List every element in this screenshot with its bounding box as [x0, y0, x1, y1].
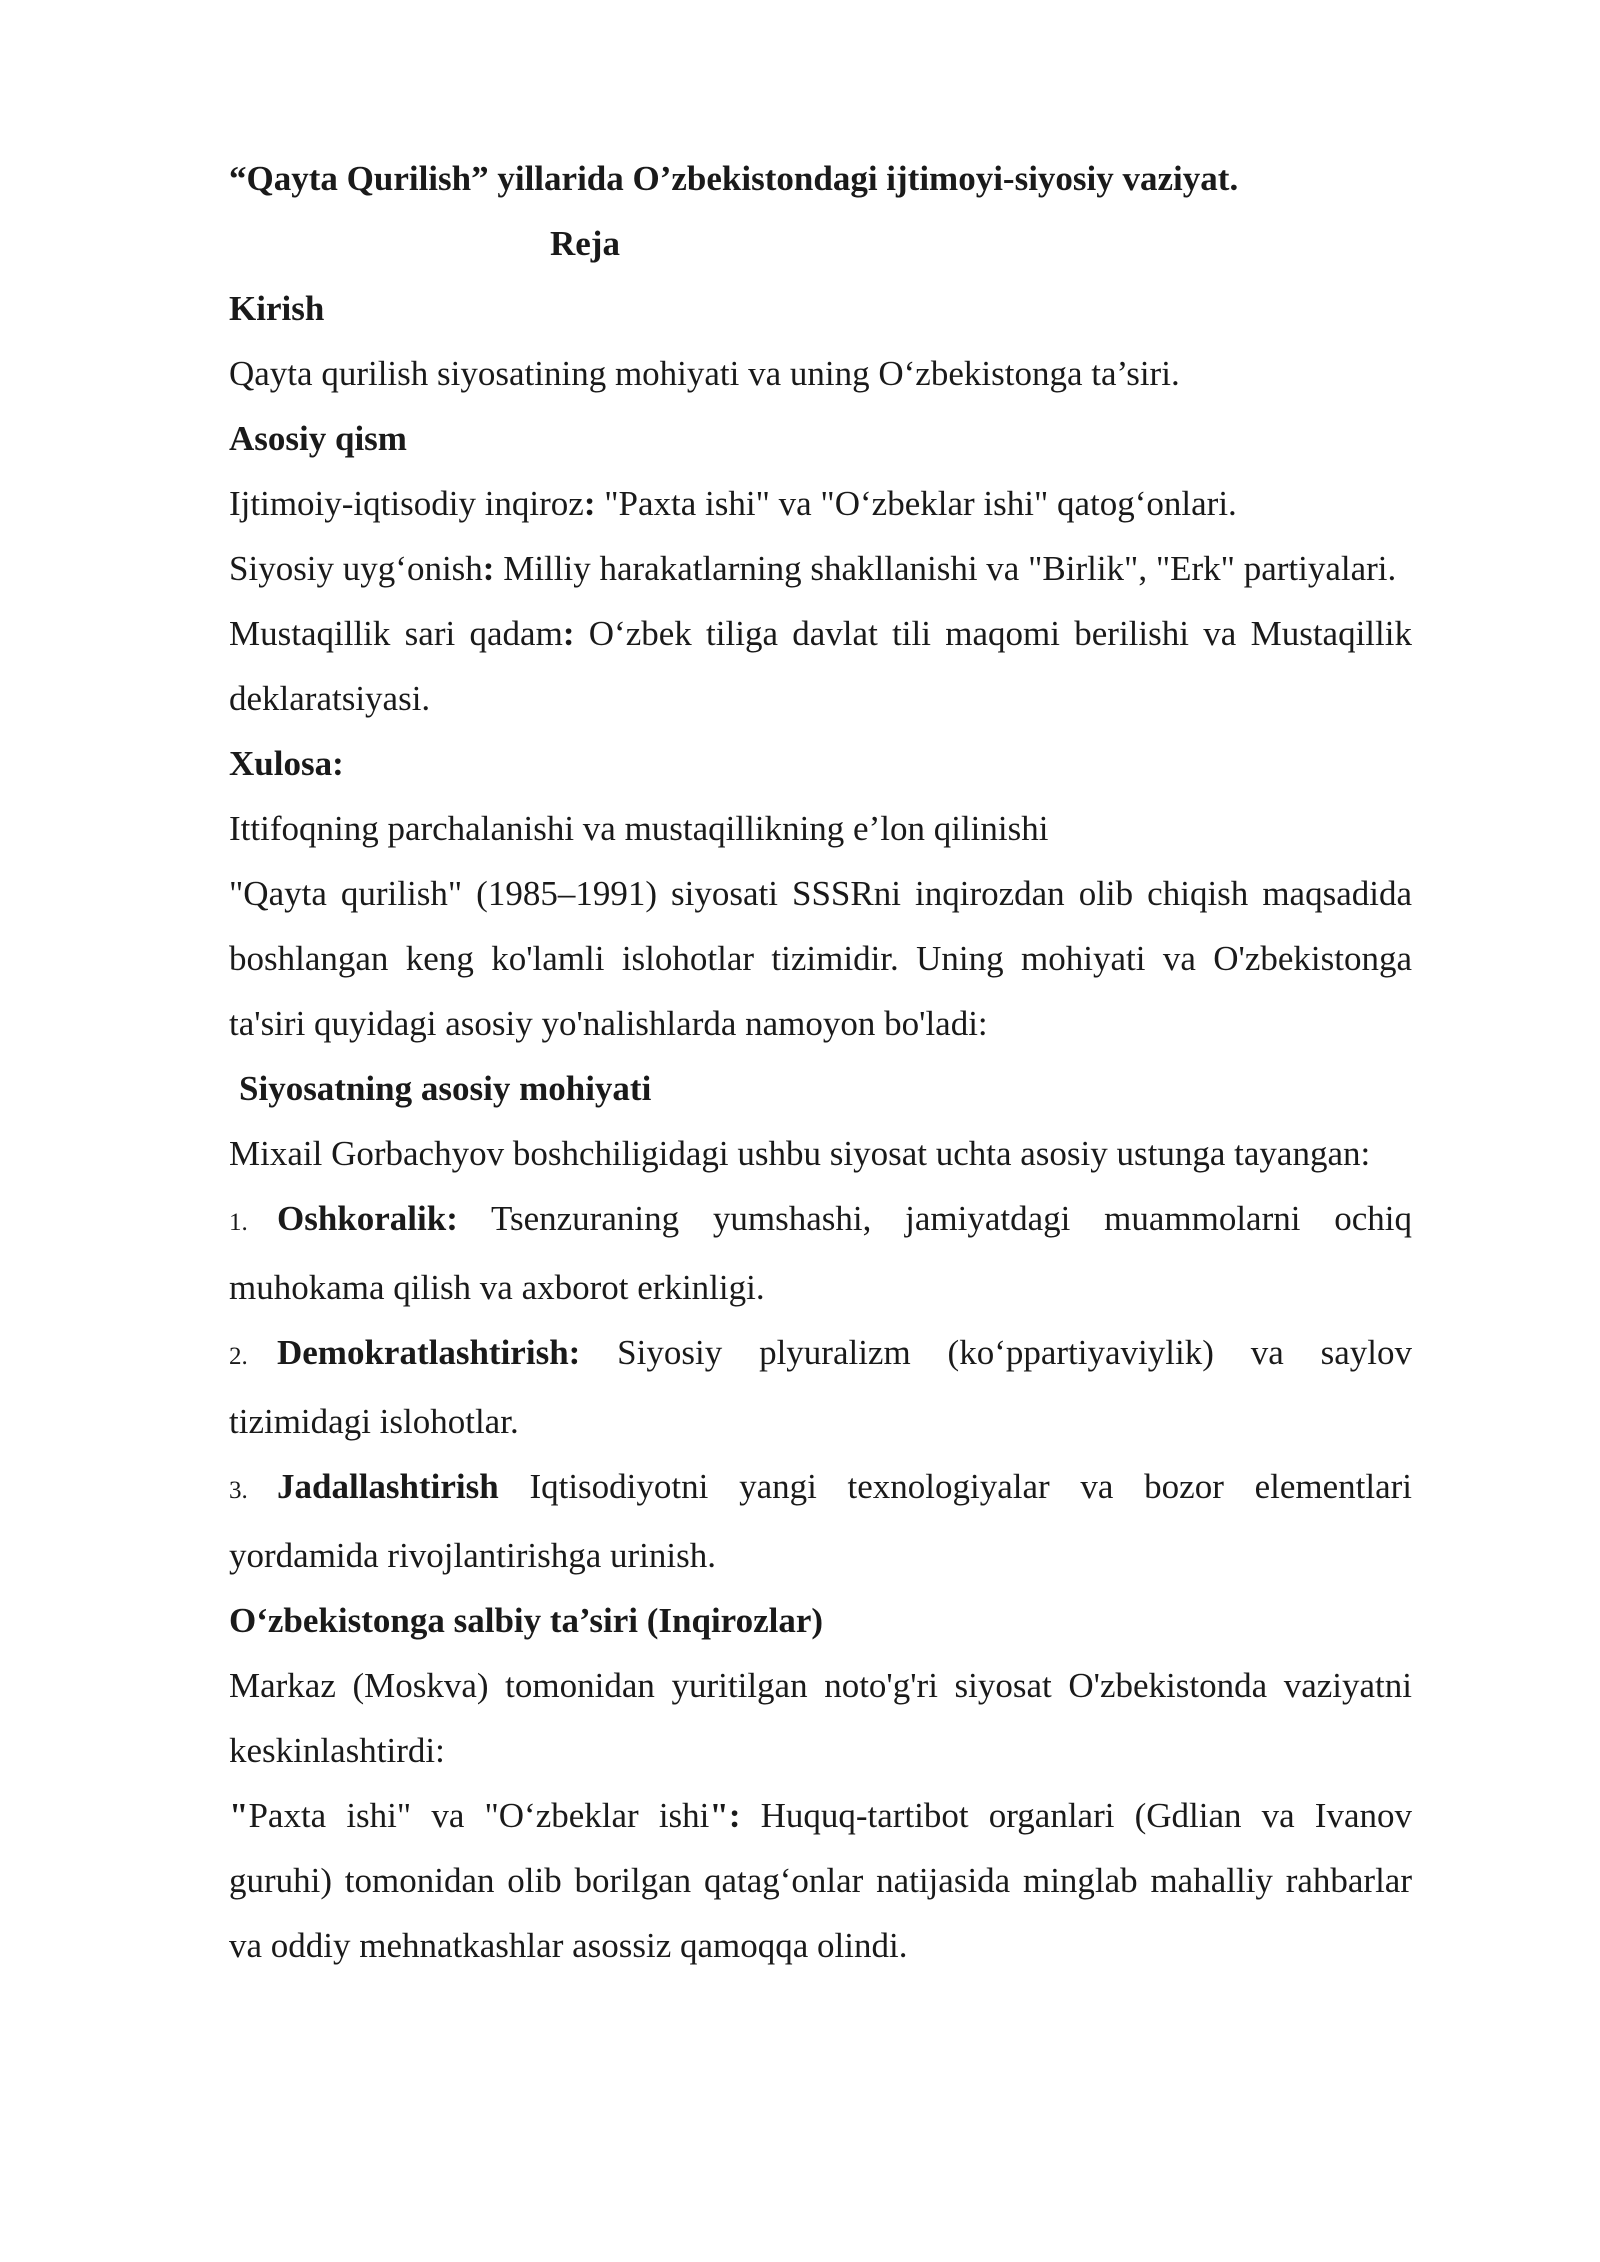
- plan-item-2: [229, 536, 1412, 601]
- plan-item-2-label: Siyosiy uyg‘onish: [229, 549, 483, 588]
- negative-item-quote-open: ": [229, 1796, 249, 1835]
- negative-item-label: Paxta ishi" va "O‘zbeklar ishi: [248, 1796, 710, 1835]
- list-number-3: 3.: [229, 1477, 248, 1504]
- plan-item-2-text: Milliy harakatlarning shakllanishi va "Birlik", "Erk" partiyalari.: [494, 549, 1397, 588]
- plan-item-1: [229, 471, 1412, 536]
- document-title: “Qayta Qurilish” yillarida O’zbekistondagi ijtimoyi-siyosiy vaziyat.: [229, 159, 1239, 198]
- negative-item-text: Huquq-tartibot organlari (Gdlian va Ivanov guruhi) tomonidan olib borilgan qatag‘onlar natijasida minglab mahalliy rahbarlar va oddiy mehnatkashlar asossiz qamoqqa olindi.: [229, 1796, 1412, 1965]
- list-item-2-label: Demokratlashtirish:: [277, 1333, 581, 1372]
- plan-item-3-text: O‘zbek tiliga davlat tili maqomi berilishi va Mustaqillik deklaratsiyasi.: [229, 614, 1412, 718]
- document-body: [229, 146, 1412, 1978]
- plan-item-3-label: Mustaqillik sari qadam: [229, 614, 563, 653]
- list-item-1-label: Oshkoralik:: [277, 1199, 458, 1238]
- plan-item-3-colon: :: [562, 614, 575, 653]
- list-item-3-text: Iqtisodiyotni yangi texnologiyalar va bozor elementlari yordamida rivojlantirishga urinish.: [229, 1467, 1412, 1575]
- list-number-1: 1.: [229, 1209, 248, 1236]
- plan-item-1-text: "Paxta ishi" va "O‘zbeklar ishi" qatog‘onlari.: [595, 484, 1237, 523]
- list-item-3: [229, 1454, 1412, 1588]
- list-item-1: [229, 1186, 1412, 1320]
- plan-item-3: [229, 601, 1412, 731]
- essence-heading: Siyosatning asosiy mohiyati: [239, 1069, 652, 1108]
- intro-text: Qayta qurilish siyosatining mohiyati va uning O‘zbekistonga ta’siri.: [229, 354, 1180, 393]
- list-item-3-label: Jadallashtirish: [277, 1467, 499, 1506]
- main-heading: Asosiy qism: [229, 419, 407, 458]
- list-item-1-text: Tsenzuraning yumshashi, jamiyatdagi muammolarni ochiq muhokama qilish va axborot erkinligi.: [229, 1199, 1412, 1307]
- negative-text: Markaz (Moskva) tomonidan yuritilgan noto'g'ri siyosat O'zbekistonda vaziyatni keskinlashtirdi:: [229, 1666, 1412, 1770]
- conclusion-text: Ittifoqning parchalanishi va mustaqillikning e’lon qilinishi: [229, 809, 1049, 848]
- conclusion-heading: Xulosa:: [229, 744, 344, 783]
- negative-item: [229, 1783, 1412, 1978]
- plan-item-2-colon: :: [482, 549, 495, 588]
- intro-paragraph: "Qayta qurilish" (1985–1991) siyosati SSSRni inqirozdan olib chiqish maqsadida boshlangan keng ko'lamli islohotlar tizimidir. Uning mohiyati va O'zbekistonga ta'siri quyidagi asosiy yo'nalishlarda namoyon bo'ladi:: [229, 874, 1412, 1043]
- list-number-2: 2.: [229, 1343, 248, 1370]
- list-item-2: [229, 1320, 1412, 1454]
- intro-heading: Kirish: [229, 289, 325, 328]
- negative-item-quote-close: ":: [709, 1796, 741, 1835]
- list-item-2-text: Siyosiy plyuralizm (ko‘ppartiyaviylik) va saylov tizimidagi islohotlar.: [229, 1333, 1412, 1441]
- plan-item-1-label: Ijtimoiy-iqtisodiy inqiroz: [229, 484, 584, 523]
- plan-heading: Reja: [550, 224, 620, 263]
- negative-heading: O‘zbekistonga salbiy ta’siri (Inqirozlar): [229, 1601, 824, 1640]
- plan-item-1-colon: :: [583, 484, 596, 523]
- essence-text: Mixail Gorbachyov boshchiligidagi ushbu siyosat uchta asosiy ustunga tayangan:: [229, 1134, 1371, 1173]
